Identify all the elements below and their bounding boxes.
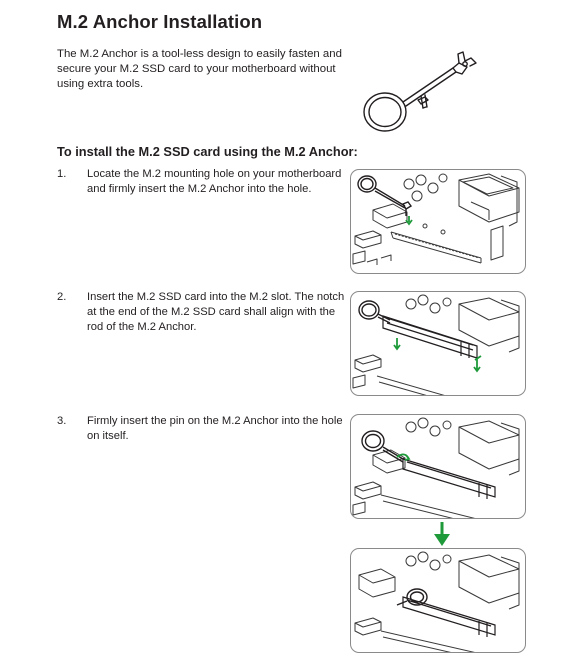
step-2-illustration xyxy=(350,291,526,396)
step-2-number: 2. xyxy=(57,291,67,303)
step-1-number: 1. xyxy=(57,168,67,180)
step-2-text: Insert the M.2 SSD card into the M.2 slot. The notch at the end of the M.2 SSD card shall align with the rod of the M.2 Anchor. xyxy=(87,291,345,334)
step-1-text: Locate the M.2 mounting hole on your motherboard and firmly insert the M.2 Anchor into the hole. xyxy=(87,168,342,196)
step-3-result-illustration xyxy=(350,548,526,653)
step-3-text: Firmly insert the pin on the M.2 Anchor into the hole on itself. xyxy=(87,415,343,443)
m2-anchor-illustration xyxy=(355,40,485,138)
step-1-illustration xyxy=(350,169,526,274)
down-arrow-icon xyxy=(430,520,454,548)
page-title: M.2 Anchor Installation xyxy=(57,11,263,32)
step-3-illustration xyxy=(350,414,526,519)
step-3-number: 3. xyxy=(57,415,67,427)
intro-paragraph: The M.2 Anchor is a tool-less design to easily fasten and secure your M.2 SSD card to your motherboard without using extra tools. xyxy=(57,48,342,91)
section-subheading: To install the M.2 SSD card using the M.2 Anchor: xyxy=(57,144,358,159)
